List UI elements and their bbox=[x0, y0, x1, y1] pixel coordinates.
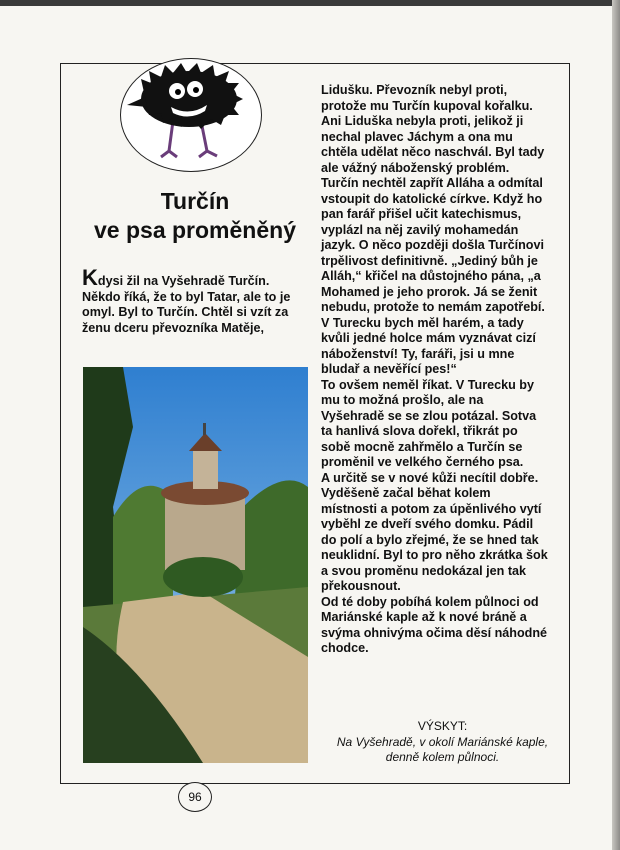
book-page bbox=[0, 6, 612, 850]
intro-paragraph bbox=[82, 265, 317, 336]
text-line: dysi žil na Vyšehradě Turčín. bbox=[97, 274, 270, 288]
text-line: Mohamed je jeho prorok. Já se ženit bbox=[321, 284, 538, 299]
occurrence-line: Na Vyšehradě, v okolí Mariánské kaple, bbox=[336, 734, 549, 749]
text-line: neuklidní. Byl to pro něho zkrátka šok bbox=[321, 548, 548, 562]
scan-edge bbox=[612, 0, 620, 850]
story-title bbox=[75, 187, 315, 245]
text-line: bludař a nevěřící pes!“ bbox=[321, 362, 457, 376]
text-line: vstoupit do katolické církve. Když ho bbox=[321, 191, 543, 206]
text-line: Mariánské kaple až k nové bráně a bbox=[321, 610, 527, 624]
text-line: sobě mocně zahřmělo a Turčín se bbox=[321, 439, 523, 454]
text-line: trpělivost definitivně. „Jediný bůh je bbox=[321, 253, 538, 268]
black-creature-illustration bbox=[120, 58, 262, 172]
text-line: jazyk. O něco později došla Turčínovi bbox=[321, 238, 545, 252]
text-line: nechal plavec Jáchym a ona mu bbox=[321, 129, 513, 144]
text-line: nebudu, protože to nemám zapotřebí. bbox=[321, 300, 545, 314]
occurrence-line: denně kolem půlnoci. bbox=[385, 750, 500, 764]
text-line: chodce. bbox=[321, 641, 369, 655]
text-line: proměnil ve velkého černého psa. bbox=[321, 455, 524, 469]
text-line: kvůli jedné holce mám vyznávat cizí bbox=[321, 331, 536, 345]
text-line: A určitě se v nové kůži necítil dobře. bbox=[321, 470, 539, 485]
story-text-column bbox=[321, 83, 571, 657]
occurrence-heading: VÝSKYT: bbox=[417, 719, 468, 733]
rotunda-photo bbox=[83, 367, 308, 763]
drop-cap: K bbox=[82, 265, 98, 290]
text-line: náboženství! Ty, faráři, jsi u mne bbox=[321, 346, 515, 361]
text-line: Vyděšeně začal běhat kolem bbox=[321, 486, 491, 500]
text-line: svýma ohnivýma očima děsí náhodné bbox=[321, 625, 548, 640]
page-number: 96 bbox=[178, 782, 212, 812]
text-line: pan farář přišel učit katechismus, bbox=[321, 207, 522, 221]
occurrence-note bbox=[320, 719, 565, 766]
text-line: vyplázl na něj zavilý mohamedán bbox=[321, 222, 519, 237]
text-line: do polí a bylo zřejmé, že se hned tak bbox=[321, 532, 539, 547]
text-line: To ovšem neměl říkat. V Turecku by bbox=[321, 377, 534, 392]
text-line: omyl. Byl to Turčín. Chtěl si vzít za bbox=[82, 305, 289, 320]
text-line: ženu dceru převozníka Matěje, bbox=[82, 320, 264, 335]
text-line: vyběhl ze dveří svého domku. Pádil bbox=[321, 517, 534, 531]
text-line: a svou proměnu nedokázal jen tak bbox=[321, 563, 527, 578]
text-line: překousnout. bbox=[321, 579, 401, 593]
text-line: ta hanlivá slova dořekl, třikrát po bbox=[321, 424, 518, 438]
text-line: chtěla udělat něco naschvál. Byl tady bbox=[321, 145, 545, 159]
text-line: Vyšehradě se se zlou potázal. Sotva bbox=[321, 408, 537, 423]
text-line: mu to možná prošlo, ale na bbox=[321, 393, 484, 407]
text-line: protože mu Turčín kupoval kořalku. bbox=[321, 98, 533, 113]
text-line: Lidušku. Převozník nebyl proti, bbox=[321, 83, 508, 97]
text-line: Alláh,“ křičel na důstojného pána, „a bbox=[321, 269, 541, 283]
text-line: ale vážný náboženský problém. bbox=[321, 160, 510, 175]
text-line: místnosti a potom za úpěnlivého vytí bbox=[321, 501, 542, 516]
text-line: Turčín nechtěl zapřít Alláha a odmítal bbox=[321, 176, 543, 190]
text-line: Ani Liduška nebyla proti, jelikož ji bbox=[321, 114, 524, 128]
text-line: V Turecku bych měl harém, a tady bbox=[321, 315, 524, 330]
title-line-2: ve psa proměněný bbox=[94, 217, 296, 243]
text-line: Někdo říká, že to byl Tatar, ale to je bbox=[82, 289, 291, 304]
title-line-1: Turčín bbox=[160, 188, 230, 214]
text-line: Od té doby pobíhá kolem půlnoci od bbox=[321, 594, 539, 609]
